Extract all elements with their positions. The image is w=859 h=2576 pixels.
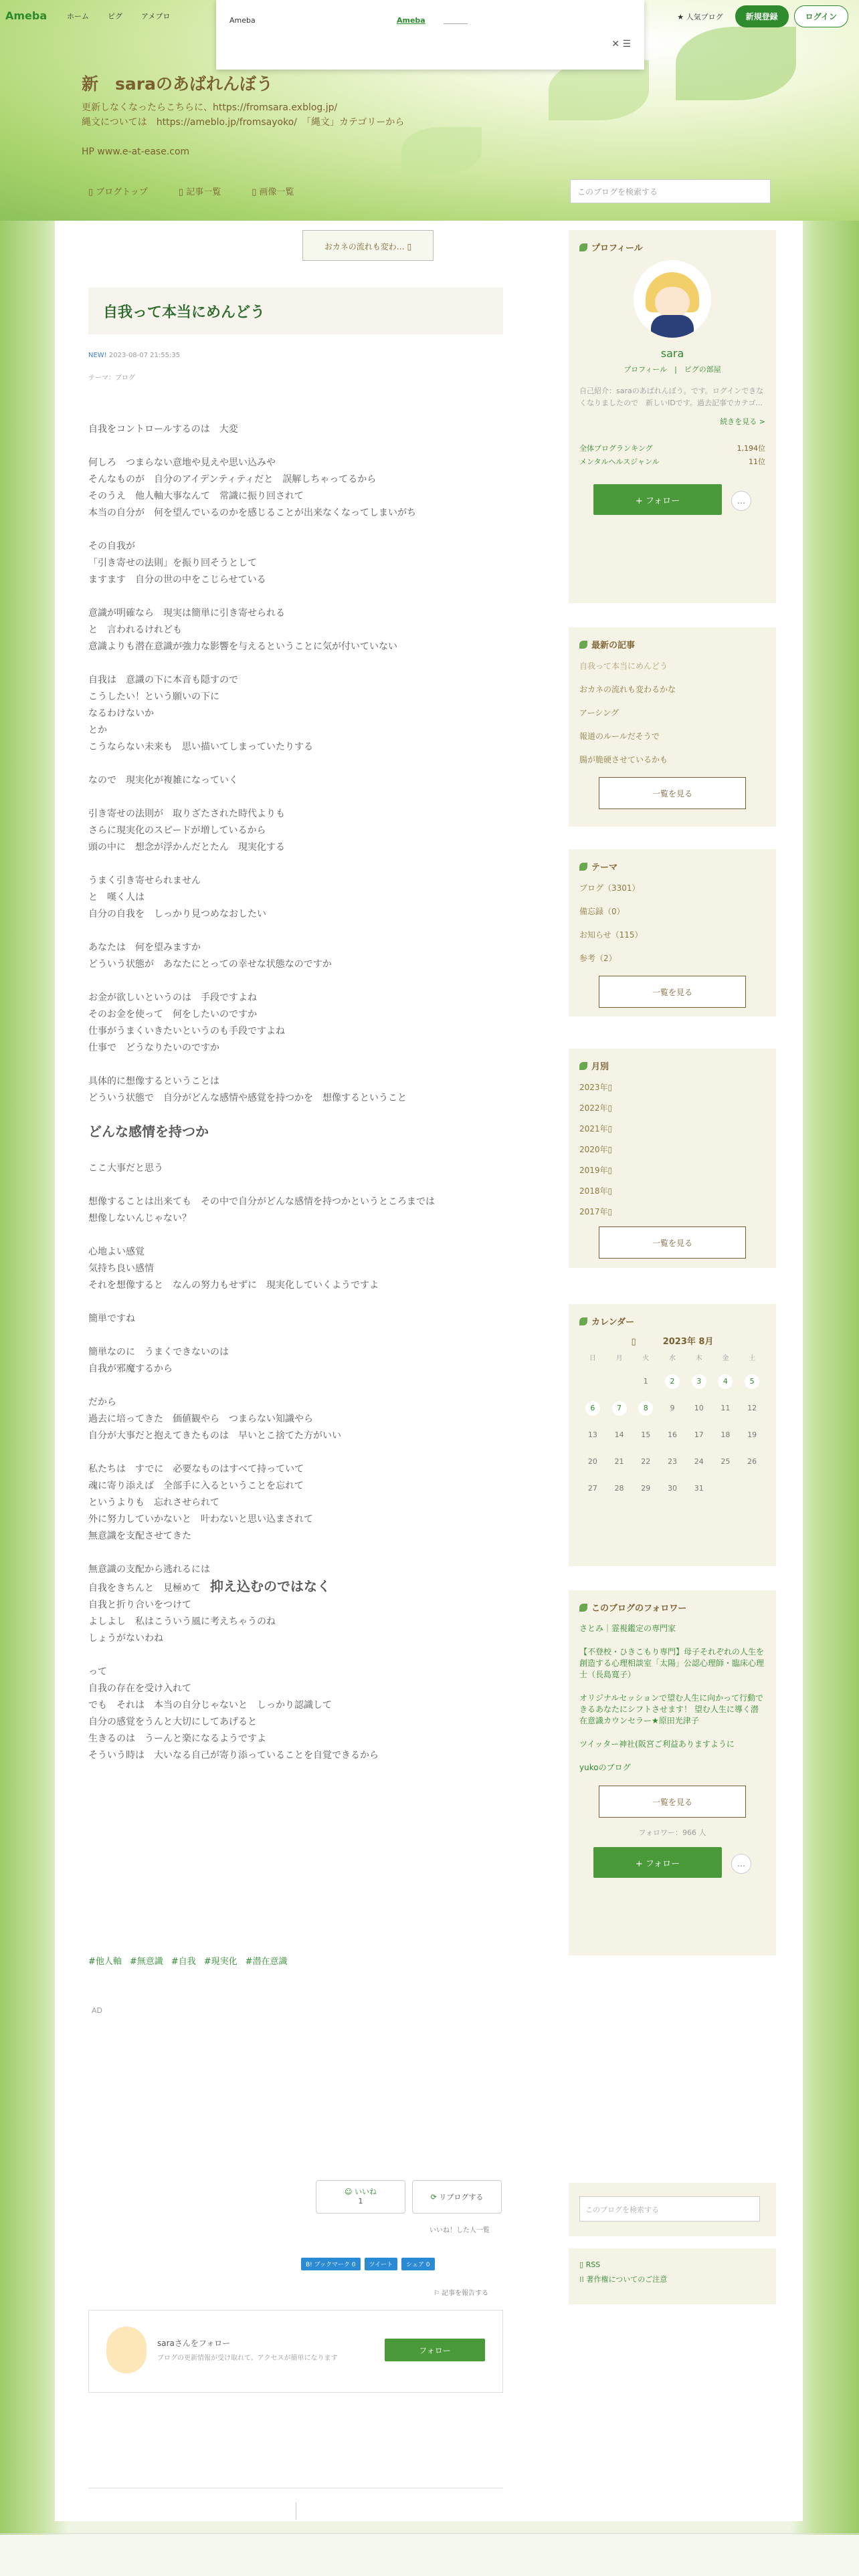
calendar-grid	[579, 1352, 765, 1496]
follow-subtitle: ブログの更新情報が受け取れて、アクセスが簡単になります	[157, 2355, 338, 2362]
theme-link[interactable]: 備忘録（0）	[579, 907, 625, 916]
ranking-label: 全体ブログランキング	[579, 444, 653, 453]
calendar-weekday: 水	[668, 1355, 676, 1362]
calendar-month	[579, 1334, 765, 1347]
section-heading: どんな感情を持つか	[88, 1123, 209, 1140]
follow-box	[88, 2310, 503, 2393]
month-label: 2021年	[579, 1124, 608, 1134]
paragraph: なので 現実化が複雑になっていく	[88, 775, 238, 786]
like-icon: ☺ いいね	[345, 2187, 377, 2196]
calendar-day	[579, 1374, 606, 1389]
paragraph: ここ大事だと思う	[88, 1163, 163, 1174]
dropdown-link[interactable]: Ameba	[397, 16, 425, 25]
calendar-day[interactable]: 5	[745, 1374, 759, 1389]
month-label: 2017年	[579, 1207, 608, 1216]
theme-link[interactable]: 参考（2）	[579, 954, 617, 963]
paragraph: 自我をコントロールするのは 大変	[88, 424, 238, 435]
follow-button[interactable]: + フォロー	[593, 484, 722, 515]
calendar-panel	[569, 1304, 776, 1566]
calendar-day: 1	[643, 1377, 648, 1386]
emphasis: 抑え込むのではなく	[210, 1578, 330, 1594]
profile-links[interactable]: プロフィール | ピグの部屋	[624, 365, 721, 374]
month-label: 2020年	[579, 1145, 608, 1154]
desc-line: HP www.e-at-ease.com	[82, 146, 190, 157]
calendar-day	[712, 1481, 739, 1496]
theme-panel	[569, 849, 776, 1016]
follow-title: saraさんをフォロー	[157, 2339, 231, 2348]
hashtag-list	[88, 1954, 288, 1967]
calendar-weekday: 金	[722, 1355, 729, 1362]
follower-link[interactable]: ツイッター神社(阪宮ご利益ありますように	[579, 1739, 735, 1749]
leaf-icon	[579, 1317, 587, 1325]
leaf-icon	[579, 863, 587, 871]
paragraph: 自我と折り合いをつけて よしよし 私はこういう風に考えちゃうのね しょうがないわね	[88, 1600, 276, 1644]
copyright-label: 著作権についてのご注意	[586, 2275, 668, 2284]
follower-link[interactable]: 【不登校・ひきこもり専門】母子それぞれの人生を創造する心理相談室「太陽」公認心理師・臨床心理士（長島寛子）	[579, 1647, 765, 1679]
calendar-day[interactable]: 3	[692, 1374, 706, 1389]
theme-link[interactable]: お知らせ（115）	[579, 930, 643, 940]
rss-label: RSS	[585, 2260, 601, 2269]
hashtag[interactable]: #他人軸	[88, 1957, 122, 1967]
report-link[interactable]: ⚐ 記事を報告する	[434, 2290, 489, 2297]
theme-heading: テーマ	[591, 863, 618, 873]
paragraph: あなたは 何を望みますか どういう状態が あなたにとっての幸せな状態なのですか	[88, 942, 332, 970]
calendar-day: 13	[587, 1430, 597, 1439]
entry-meta	[88, 352, 180, 359]
prev-entry-label: おカネの流れも変わ…	[324, 242, 405, 251]
paragraph: 想像することは出来ても その中で自分がどんな感情を持つかというところまでは 想像しないんじゃない？	[88, 1196, 435, 1224]
nav-label: 記事一覧	[186, 187, 221, 197]
desc-line: 更新しなくなったらこちらに、https://fromsara.exblog.jp/	[82, 102, 338, 113]
recent-entry-link[interactable]: 腸が脆硬させているかも	[579, 755, 668, 764]
nav-pigg[interactable]: ピグ	[108, 12, 122, 21]
popular-blog-label: 人気ブログ	[686, 12, 723, 21]
paragraph: 引き寄せの法則が 取りざたされた時代よりも さらに現実化のスピードが増しているから 頭の中に 想念が浮かんだとたん 現実化する	[88, 809, 285, 853]
paragraph: 心地よい感覚 気持ち良い感情 それを想像すると なんの努力もせずに 現実化していくようですよ	[88, 1247, 379, 1291]
month-label: 2018年	[579, 1186, 608, 1196]
blog-description	[82, 100, 404, 159]
recent-entries-panel	[569, 627, 776, 827]
facebook-share-button[interactable]: シェア 0	[401, 2258, 434, 2270]
sidebar-search-input[interactable]	[579, 2196, 760, 2222]
calendar-day: 12	[747, 1404, 757, 1412]
login-button[interactable]: ログイン	[794, 5, 848, 27]
nav-blog-top[interactable]: ▯ ブログトップ	[88, 187, 148, 197]
follower-count: フォロワー：966 人	[638, 1828, 706, 1837]
paragraph: 私たちは すでに 必要なものはすべて持っていて 魂に寄り添えば 全部手に入るということを忘れて というよりも 忘れさせられて 外に努力していかないと 叶わないと思い込まされて 無意識を支配させてきた	[88, 1464, 313, 1541]
calendar-day: 10	[694, 1404, 704, 1412]
follow-button[interactable]: フォロー	[385, 2339, 485, 2361]
hashtag[interactable]: #潜在意識	[245, 1957, 288, 1967]
blog-title[interactable]: 新 saraのあばれんぼう	[82, 74, 273, 94]
profile-name[interactable]: sara	[660, 347, 684, 360]
leaf-icon	[579, 1604, 587, 1612]
paragraph: 具体的に想像するということは どういう状態で 自分がどんな感情や感覚を持つかを 想像するということ	[88, 1076, 407, 1103]
monthly-panel	[569, 1049, 776, 1268]
theme-link[interactable]: ブログ（3301）	[579, 883, 640, 893]
paragraph: 何しろ つまらない意地や見えや思い込みや そんなものが 自分のアイデンティティだと 誤解しちゃってるから そのうえ 他人軸大事なんて 常識に振り回されて 本当の自分が 何を望んでいるのかを感じることが出来なくなってしまいがち	[88, 457, 416, 518]
calendar-day: 16	[667, 1430, 677, 1439]
profile-avatar[interactable]	[634, 260, 711, 338]
tweet-button[interactable]: ツイート	[365, 2258, 398, 2270]
nav-entry-list[interactable]: ▯ 記事一覧	[178, 187, 221, 197]
paragraph: 簡単ですね	[88, 1313, 135, 1324]
reblog-label: リブログする	[439, 2193, 484, 2202]
nav-ameblo[interactable]: アメブロ	[141, 12, 171, 21]
more-icon[interactable]: …	[731, 1854, 751, 1874]
recent-entry-link[interactable]: 自我って本当にめんどう	[579, 661, 668, 671]
follower-link[interactable]: さとみ｜霊視鑑定の専門家	[579, 1624, 676, 1633]
calendar-day: 9	[670, 1404, 675, 1412]
profile-heading: プロフィール	[591, 243, 643, 253]
rss-link[interactable]: ▯ RSS	[579, 2260, 601, 2269]
dropdown-label: Ameba	[229, 16, 256, 25]
close-icon[interactable]: ✕ ☰	[611, 39, 631, 49]
month-label: 2019年	[579, 1166, 608, 1175]
recent-heading: 最新の記事	[591, 641, 636, 651]
search-placeholder: このブログを検索する	[585, 2206, 659, 2214]
profile-panel	[569, 230, 776, 603]
month-link[interactable]: 2017年▯	[579, 1207, 613, 1216]
month-link[interactable]: 2018年▯	[579, 1186, 613, 1196]
entry-body	[88, 421, 510, 1781]
nav-image-list[interactable]: ▯ 画像一覧	[252, 187, 294, 197]
calendar-day[interactable]: 6	[585, 1401, 600, 1416]
dropdown-input[interactable]	[444, 16, 468, 24]
calendar-day: 14	[614, 1430, 624, 1439]
prev-month-icon[interactable]: ▯	[631, 1337, 636, 1347]
calendar-day: 30	[667, 1484, 677, 1493]
sidebar	[542, 221, 803, 2521]
calendar-day	[606, 1374, 633, 1389]
calendar-day: 29	[641, 1484, 651, 1493]
month-link[interactable]: 2021年▯	[579, 1124, 613, 1134]
paragraph: だから 過去に培ってきた 価値観やら つまらない知識やら 自分が大事だと抱えてきたものは 早いとこ捨てた方がいい	[88, 1397, 341, 1441]
ad-label: AD	[92, 2006, 102, 2015]
calendar-weekday: 日	[589, 1355, 596, 1362]
ranking-genre[interactable]	[579, 456, 765, 467]
profile-more-link[interactable]: 続きを見る >	[720, 417, 765, 426]
calendar-weekday: 月	[615, 1355, 623, 1362]
month-label: 2022年	[579, 1103, 608, 1113]
followers-heading: このブログのフォロワー	[591, 1604, 687, 1614]
month-link[interactable]: 2023年▯	[579, 1083, 613, 1092]
share-buttons	[301, 2258, 435, 2270]
paragraph: うまく引き寄せられません と 嘆く人は 自分の自我を しっかり見つめなおしたい	[88, 875, 266, 920]
like-button[interactable]	[316, 2180, 405, 2214]
sidebar-search	[569, 2183, 776, 2236]
like-label: いいね	[354, 2187, 377, 2196]
calendar-weekday: 火	[642, 1355, 650, 1362]
paragraph-strong-block	[88, 1562, 510, 1647]
new-badge: NEW!	[88, 352, 107, 359]
calendar-day	[739, 1481, 765, 1496]
hashtag[interactable]: #自我	[171, 1957, 196, 1967]
paragraph: お金が欲しいというのは 手段ですよね そのお金を使って 何をしたいのですか 仕事がうまくいきたいというのも手段ですよね 仕事で どうなりたいのですか	[88, 992, 285, 1053]
report-label: 記事を報告する	[442, 2290, 489, 2297]
register-button[interactable]: 新規登録	[735, 5, 789, 27]
header-dropdown	[216, 0, 644, 70]
entry-date: 2023-08-07 21:55:35	[108, 352, 181, 359]
month-list-button[interactable]: 一覧を見る	[599, 1226, 746, 1259]
ranking-overall[interactable]	[579, 443, 765, 453]
recent-entry-link[interactable]: アーシング	[579, 708, 619, 718]
main-content	[55, 221, 542, 2521]
follow-button[interactable]: + フォロー	[593, 1847, 722, 1878]
theme-list-button[interactable]: 一覧を見る	[599, 976, 746, 1008]
month-link[interactable]: 2020年▯	[579, 1145, 613, 1154]
ranking-value: 11位	[749, 457, 765, 466]
reblog-icon: ⟳	[430, 2193, 437, 2202]
calendar-weekday: 木	[695, 1355, 702, 1362]
rss-panel	[569, 2248, 776, 2304]
global-header	[0, 0, 859, 49]
calendar-day: 11	[721, 1404, 731, 1412]
calendar-weekday: 土	[749, 1355, 756, 1362]
calendar-day: 20	[587, 1457, 597, 1466]
entry-theme[interactable]: テーマ：ブログ	[88, 374, 135, 382]
calendar-day: 25	[721, 1457, 731, 1466]
paragraph: 無意識の支配から逃れるには 自我をきちんと 見極めて	[88, 1564, 210, 1594]
month-link[interactable]: 2019年▯	[579, 1166, 613, 1175]
paragraph: って 自我の存在を受け入れて でも それは 本当の自分じゃないと しっかり認識して 自分の感覚をうんと大切にしてあげると 生きるのは うーんと楽になるようですよ そういう時は 大いなる自己が寄り添っていることを自覚できるから	[88, 1667, 379, 1761]
calendar-heading: カレンダー	[591, 1317, 635, 1327]
calendar-day: 31	[694, 1484, 704, 1493]
copyright-link[interactable]: ⁞⁞ 著作権についてのご注意	[579, 2275, 668, 2284]
followers-panel	[569, 1590, 776, 1955]
calendar-day: 22	[641, 1457, 651, 1466]
footer-divider	[0, 2533, 859, 2534]
paragraph: その自我が 「引き寄せの法則」を振り回そうとして ますます 自分の世の中をこじらせている	[88, 541, 266, 585]
leaf-icon	[579, 641, 587, 649]
nav-label: 画像一覧	[259, 187, 294, 197]
calendar-day: 24	[694, 1457, 704, 1466]
ameba-logo[interactable]: Ameba	[5, 9, 47, 22]
recent-entry-link[interactable]: おカネの流れも変わるかな	[579, 685, 676, 694]
popular-blog-link[interactable]: ★ 人気ブログ	[677, 12, 723, 21]
month-label: 2023年	[579, 1083, 608, 1092]
calendar-day: 28	[614, 1484, 624, 1493]
hashtag[interactable]: #無意識	[129, 1957, 163, 1967]
monthly-heading: 月別	[591, 1062, 609, 1072]
paragraph: 簡単なのに うまくできないのは 自我が邪魔するから	[88, 1347, 229, 1374]
hatena-bookmark-button[interactable]: B! ブックマーク 0	[301, 2258, 361, 2270]
ranking-value: 1,194位	[737, 444, 765, 453]
recent-entry-link[interactable]: 報道のルールだそうで	[579, 732, 660, 741]
paragraph: 意識が明確なら 現実は簡単に引き寄せられる と 言われるけれども 意識よりも潜在意識が強力な影響を与えるということに気が付いていない	[88, 608, 397, 652]
calendar-day: 15	[641, 1430, 651, 1439]
desc-line	[82, 130, 404, 144]
calendar-day: 26	[747, 1457, 757, 1466]
entry-title: 自我って本当にめんどう	[88, 288, 503, 334]
desc-line: 縄文については https://ameblo.jp/fromsayoko/ 「縄文」カテゴリーから	[82, 117, 405, 128]
calendar-day: 21	[614, 1457, 624, 1466]
leaf-icon	[579, 1062, 587, 1070]
blog-search-input[interactable]: このブログを検索する	[570, 179, 771, 203]
calendar-month-label: 2023年 8月	[662, 1337, 714, 1347]
like-list-link[interactable]: いいね！した人一覧	[430, 2227, 490, 2234]
calendar-day: 19	[747, 1430, 757, 1439]
leaf-decoration	[676, 27, 796, 100]
more-icon[interactable]: …	[731, 491, 751, 511]
prev-entry-link[interactable]: おカネの流れも変わ… ▯	[302, 230, 434, 261]
calendar-day[interactable]: 2	[665, 1374, 680, 1389]
follower-link[interactable]: yukoのブログ	[579, 1763, 631, 1772]
calendar-day[interactable]: 4	[718, 1374, 733, 1389]
reblog-button[interactable]	[412, 2180, 502, 2214]
calendar-day[interactable]: 8	[638, 1401, 653, 1416]
blog-nav	[88, 185, 294, 197]
nav-home[interactable]: ホーム	[67, 12, 89, 21]
month-link[interactable]: 2022年▯	[579, 1103, 613, 1113]
hashtag[interactable]: #現実化	[203, 1957, 237, 1967]
like-count: 1	[358, 2197, 363, 2206]
calendar-day: 17	[694, 1430, 704, 1439]
recent-list-button[interactable]: 一覧を見る	[599, 777, 746, 809]
calendar-day: 27	[587, 1484, 597, 1493]
paragraph: 自我は 意識の下に本音も隠すので こうしたい！という願いの下に なるわけないか とか こうならない未来も 思い描いてしまっていたりする	[88, 675, 313, 752]
leaf-decoration	[401, 127, 482, 174]
calendar-day[interactable]: 7	[612, 1401, 627, 1416]
nav-label: ブログトップ	[96, 187, 148, 197]
profile-intro: 自己紹介：saraのあばれんぼう。です。ログインできなくなりましたので 新しいIDです。過去記事でカテゴ...	[579, 387, 764, 407]
leaf-icon	[579, 243, 587, 251]
follower-link[interactable]: オリジナルセッションで望む人生に向かって行動できるあなたにシフトさせます！ 望む人生に導く潜在意識カウンセラー★原田光津子	[579, 1693, 764, 1725]
calendar-day: 18	[721, 1430, 731, 1439]
ranking-label: メンタルヘルスジャンル	[579, 457, 660, 466]
followers-list-button[interactable]: 一覧を見る	[599, 1786, 746, 1818]
calendar-day: 23	[667, 1457, 677, 1466]
avatar	[106, 2327, 147, 2373]
